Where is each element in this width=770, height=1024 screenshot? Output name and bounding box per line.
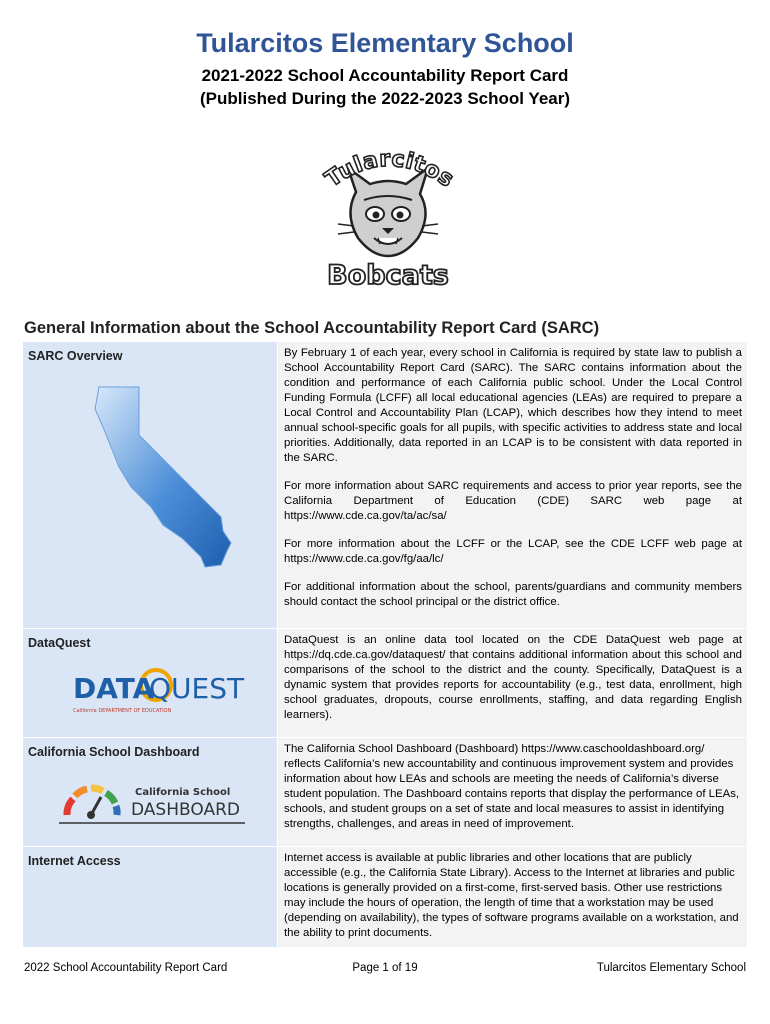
text-cell-dashboard: [278, 738, 748, 847]
logo-top-text: Tularcitos: [321, 146, 459, 193]
table-row-sarc: [23, 342, 748, 629]
label-cell-sarc: [23, 342, 278, 629]
sarc-info-table: [22, 341, 748, 948]
footer-page-number: Page 1 of 19: [352, 962, 418, 974]
dataquest-label: DataQuest: [28, 636, 91, 650]
text-cell-sarc: [278, 342, 748, 629]
table-row-dashboard: [23, 738, 748, 847]
dataquest-logo-text-b: QUEST: [149, 672, 245, 705]
section-heading: General Information about the School Accountability Report Card (SARC): [24, 319, 600, 337]
report-subtitle: [0, 64, 770, 110]
dataquest-logo-caption: California DEPARTMENT OF EDUCATION: [73, 708, 172, 714]
sarc-paragraph-3: For more information about the LCFF or the LCAP, see the CDE LCFF web page at https://www.cde.ca.gov/fg/aa/lc/: [284, 538, 742, 565]
internet-paragraph-1: Internet access is available at public libraries and other locations that are publicly accessible (e.g., the California State Library). Access to the Internet at libraries and public locations is generally provided on a first-come, first-served basis. Other use restrictions may include the hours of operation, the length of time that a workstation may be used (depending on availability), the types of software programs available on a workstation, and the ability to print documents.: [284, 852, 739, 939]
internet-access-label: Internet Access: [28, 854, 121, 868]
dashboard-label: California School Dashboard: [28, 745, 200, 759]
label-cell-internet: [23, 847, 278, 948]
sarc-overview-label: SARC Overview: [28, 349, 123, 363]
table-row-dataquest: [23, 629, 748, 738]
label-cell-dashboard: [23, 738, 278, 847]
dataquest-logo-text-a: DATA: [73, 672, 155, 705]
footer-school-name: Tularcitos Elementary School: [596, 962, 746, 974]
california-map-icon: [23, 367, 277, 607]
sarc-paragraph-1: By February 1 of each year, every school in California is required by state law to publish a School Accountability Report Card (SARC). The SARC contains information about the condition and performance of each California public school. Under the Local Control Funding Formula (LCFF) all local educational agencies (LEAs) are required to prepare a Local Control and Accountability Plan (LCAP), which describes how they intend to meet annual school-specific goals for all pupils, with specific activities to address state and local priorities. Additionally, data reported in an LCAP is to be consistent with data reported in the SARC.: [284, 347, 742, 464]
label-cell-dataquest: [23, 629, 278, 738]
dataquest-paragraph-1: DataQuest is an online data tool located on the CDE DataQuest web page at https://dq.cde.ca.gov/dataquest/ that contains additional information about this school and comparisons of the school to the district and the county. Specifically, DataQuest is a dynamic system that provides reports for accountability (e.g., test data, enrollment, high school graduates, dropouts, course enrollments, staffing, and data regarding English learners).: [284, 634, 742, 721]
dashboard-logo-line1: California School: [135, 787, 231, 798]
dashboard-logo-line2: DASHBOARD: [131, 800, 240, 820]
report-title: 2021-2022 School Accountability Report Card: [201, 66, 569, 85]
published-note: (Published During the 2022-2023 School Year): [199, 89, 571, 108]
dashboard-paragraph-1: The California School Dashboard (Dashboard) https://www.caschooldashboard.org/ reflects California’s new accountability and continuous improvement system and provides information about how LEAs and schools are meeting the needs of California’s diverse student population. The Dashboard contains reports that display the performance of LEAs, schools, and student groups on a set of state and local measures to assist in identifying strengths, challenges, and areas in need of improvement.: [284, 743, 740, 830]
dataquest-logo: [23, 650, 277, 730]
footer-report-name: 2022 School Accountability Report Card: [24, 962, 228, 974]
logo-bottom-text: Bobcats: [327, 260, 449, 290]
text-cell-internet: [278, 847, 748, 948]
school-title: Tularcitos Elementary School: [196, 28, 574, 58]
sarc-paragraph-2: For more information about SARC requirements and access to prior year reports, see the California Department of Education (CDE) SARC web page at https://www.cde.ca.gov/ta/ac/sa/: [284, 480, 742, 522]
dashboard-logo: [23, 759, 277, 829]
bobcats-logo: [308, 134, 468, 290]
text-cell-dataquest: [278, 629, 748, 738]
sarc-paragraph-4: For additional information about the school, parents/guardians and community members should contact the school principal or the district office.: [284, 581, 742, 608]
table-row-internet: [23, 847, 748, 948]
